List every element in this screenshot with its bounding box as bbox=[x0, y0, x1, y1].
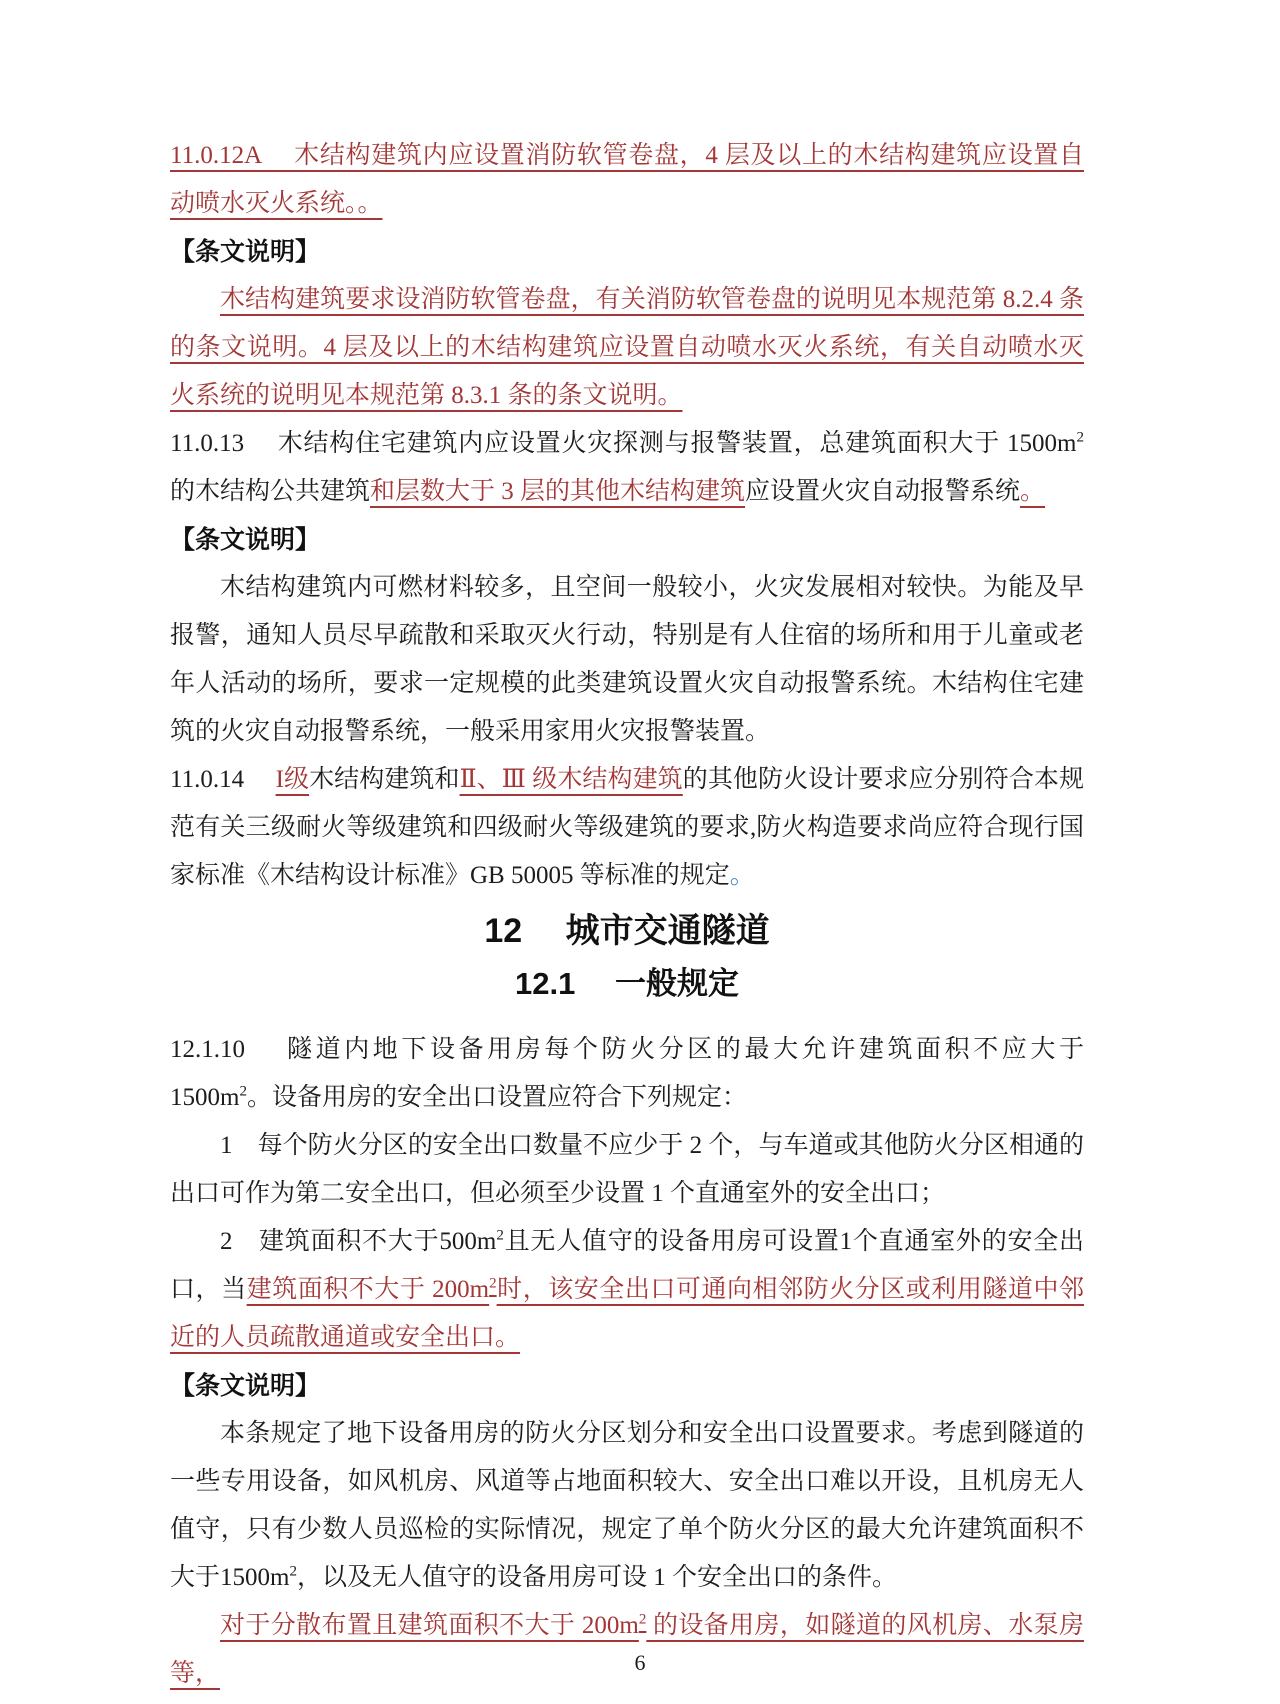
clause-12-1-10-item-2 bbox=[170, 1218, 1084, 1362]
explanation-12-1-10 bbox=[170, 1410, 1084, 1602]
explanation-11-0-12A bbox=[170, 276, 1084, 420]
text-run: 【条文说明】 bbox=[170, 238, 321, 266]
text-run: 且无人值守的设备用房可设置1个直通室外的安全出口，当 bbox=[170, 1228, 1084, 1303]
clause-11-0-13 bbox=[170, 420, 1084, 516]
page-number: 6 bbox=[634, 1650, 646, 1675]
text-run: 木结构建筑内可燃材料较多，且空间一般较小，火灾发展相对较快。为能及早报警，通知人员尽早疏散和采取灭火行动，特别是有人住宿的场所和用于儿童或老年人活动的场所，要求一定规模的此类建筑设置火灾自动报警系统。木结构住宅建筑的火灾自动报警系统，一般采用家用火灾报警装置。 bbox=[170, 574, 1084, 745]
text-run: ，以及无人值守的设备用房可设 1 个安全出口的条件。 bbox=[296, 1564, 897, 1591]
clause-11-0-14 bbox=[170, 756, 1084, 900]
text-run: 12.1 一般规定 bbox=[515, 966, 739, 1001]
text-run: 。设备用房的安全出口设置应符合下列规定： bbox=[246, 1084, 747, 1111]
text-run: 11.0.12A 木结构建筑内应设置消防软管卷盘，4 层及以上的木结构建筑应设置自动喷水灭火系统。。 bbox=[170, 142, 1084, 217]
text-run: 2 bbox=[496, 1227, 504, 1244]
text-run: 。 bbox=[729, 862, 755, 889]
text-run: 2 建筑面积不大于500m bbox=[220, 1228, 497, 1255]
text-run: 。 bbox=[1020, 478, 1046, 505]
text-run: 12.1.10 隧道内地下设备用房每个防火分区的最大允许建筑面积不应大于 1500m bbox=[170, 1036, 1084, 1111]
text-run: 时，该安全出口可通向相邻防火分区或利用隧道中邻近的人员疏散通道或安全出口。 bbox=[170, 1276, 1084, 1351]
chapter-heading-12 bbox=[170, 904, 1084, 958]
text-run: 2 bbox=[489, 1275, 497, 1292]
text-run: 2 bbox=[1076, 429, 1084, 446]
text-run: 应设置火灾自动报警系统 bbox=[745, 478, 1021, 505]
text-run: 和层数大于 3 层的其他木结构建筑 bbox=[370, 478, 746, 505]
clause-12-1-10-item-1 bbox=[170, 1122, 1084, 1218]
text-run: 建筑面积不大于 200m bbox=[246, 1276, 490, 1303]
clause-12-1-10 bbox=[170, 1026, 1084, 1122]
label-tiaowen-shuoming-1 bbox=[170, 228, 1084, 276]
text-run: 2 bbox=[638, 1611, 647, 1628]
label-tiaowen-shuoming-3 bbox=[170, 1362, 1084, 1410]
text-run: 对于分散布置且建筑面积不大于 200m bbox=[220, 1612, 639, 1639]
text-run: 11.0.14 bbox=[170, 766, 276, 793]
document-body bbox=[170, 132, 1084, 1698]
text-run: 11.0.13 木结构住宅建筑内应设置火灾探测与报警装置，总建筑面积大于 1500m bbox=[170, 430, 1077, 457]
text-run: 2 bbox=[289, 1563, 297, 1580]
text-run: 12 城市交通隧道 bbox=[484, 912, 770, 950]
text-run: 的木结构公共建筑 bbox=[170, 478, 371, 505]
text-run: 的设备用房，如隧道的风机房、水泵房等， bbox=[170, 1612, 1084, 1687]
clause-11-0-12A bbox=[170, 132, 1084, 228]
section-heading-12-1 bbox=[170, 958, 1084, 1010]
text-run: 【条文说明】 bbox=[170, 1372, 321, 1400]
text-run: 的其他防火设计要求应分别符合本规范有关三级耐火等级建筑和四级耐火等级建筑的要求,防火构造要求尚应符合现行国家标准《木结构设计标准》GB 50005 等标准的规定 bbox=[170, 766, 1084, 889]
explanation-11-0-13 bbox=[170, 564, 1084, 756]
text-run: 木结构建筑和 bbox=[309, 766, 460, 793]
label-tiaowen-shuoming-2 bbox=[170, 516, 1084, 564]
text-run: 本条规定了地下设备用房的防火分区划分和安全出口设置要求。考虑到隧道的一些专用设备，如风机房、风道等占地面积较大、安全出口难以开设，且机房无人值守，只有少数人员巡检的实际情况，规定了单个防火分区的最大允许建筑面积不大于1500m bbox=[170, 1420, 1084, 1591]
text-run: Ⅱ、Ⅲ 级木结构建筑 bbox=[459, 766, 683, 793]
text-run: 2 bbox=[239, 1083, 247, 1100]
text-run: 1 每个防火分区的安全出口数量不应少于 2 个，与车道或其他防火分区相通的出口可作为第二安全出口，但必须至少设置 1 个直通室外的安全出口； bbox=[170, 1132, 1084, 1207]
text-run: I级 bbox=[275, 766, 310, 793]
text-run: 木结构建筑要求设消防软管卷盘，有关消防软管卷盘的说明见本规范第 8.2.4 条的条文说明。4 层及以上的木结构建筑应设置自动喷水灭火系统，有关自动喷水灭火系统的说明见本规范第 8.3.1 条的条文说明。 bbox=[170, 286, 1084, 409]
text-run: 【条文说明】 bbox=[170, 526, 321, 554]
